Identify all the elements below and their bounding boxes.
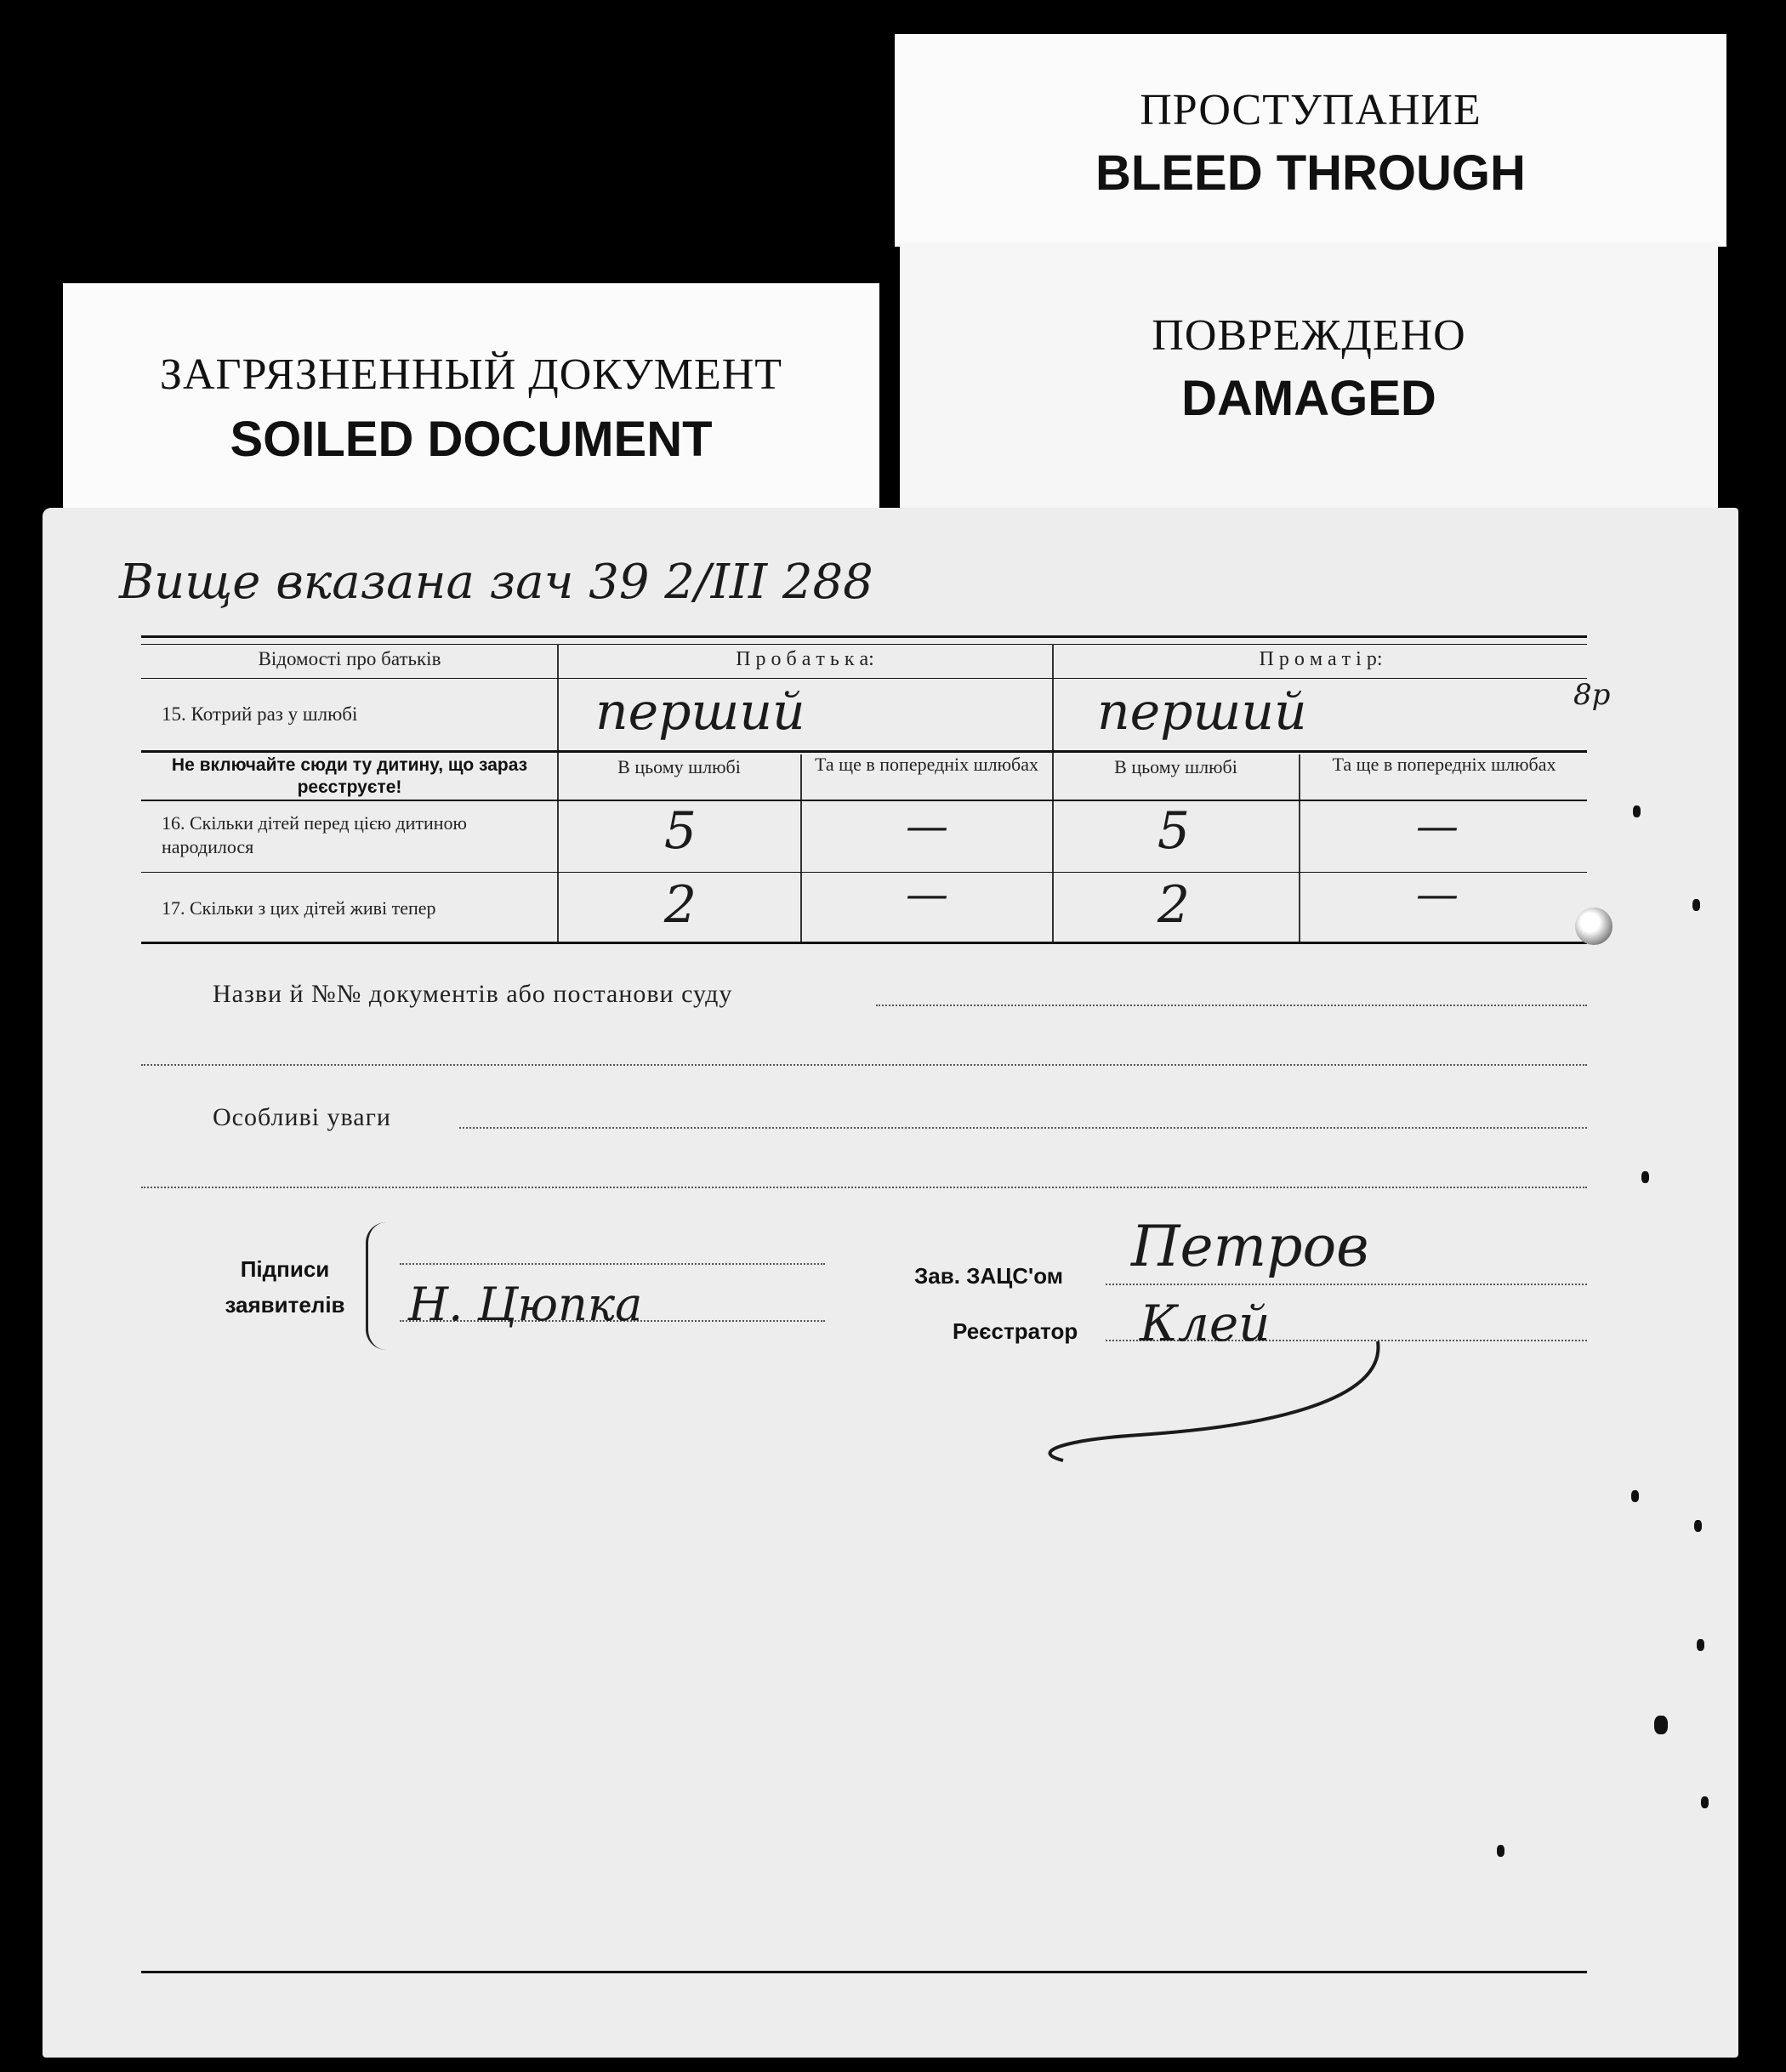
header-about-parents: Відомості про батьків	[258, 648, 441, 669]
margin-speck	[1631, 1490, 1639, 1502]
margin-speck	[1641, 1171, 1649, 1183]
documents-line-2	[141, 1064, 1587, 1066]
row16-mother-this-value: 5	[1157, 801, 1191, 861]
subheader-mother-this-marriage: В цьому шлюбі	[1114, 756, 1237, 777]
row17-label: 17. Скільки з цих дітей живі тепер	[162, 897, 436, 919]
soiled-document-label	[63, 283, 879, 515]
subheader-note: Не включайте сюди ту дитину, що зараз реєструєте!	[171, 755, 528, 797]
row16-father-prev-value: —	[906, 801, 948, 851]
margin-speck	[1694, 1520, 1702, 1532]
registrar-label: Реєстратор	[953, 1318, 1078, 1344]
remarks-line-2	[141, 1187, 1587, 1188]
row16-mother-prev-value: —	[1416, 801, 1459, 851]
subheader-father-previous-marriages: Та ще в попередніх шлюбах	[815, 754, 1038, 775]
col-divider-2	[1052, 644, 1054, 942]
margin-speck	[1697, 1639, 1704, 1651]
head-signature: Петров	[1131, 1214, 1369, 1279]
row17-father-prev-value: —	[906, 869, 948, 919]
bleed-through-ru: ПРОСТУПАНИЕ	[1140, 86, 1482, 134]
head-line	[1106, 1284, 1587, 1285]
margin-speck	[1633, 805, 1641, 817]
remarks-line-1	[459, 1127, 1587, 1129]
applicants-brace	[366, 1222, 389, 1350]
punch-hole	[1575, 908, 1613, 945]
head-label: Зав. ЗАЦС'ом	[914, 1263, 1063, 1289]
margin-speck	[1701, 1796, 1709, 1808]
row15-mother-value: перший	[1097, 682, 1307, 742]
row17-mother-prev-value: —	[1416, 869, 1459, 919]
row17-mother-this-value: 2	[1157, 875, 1191, 935]
header-handwritten-note: Вище вказана зач 39 2/ІІІ 288	[119, 555, 873, 610]
damaged-ru: ПОВРЕЖДЕНО	[1152, 311, 1466, 360]
registrar-signature: Клей	[1140, 1295, 1271, 1352]
header-father: П р о б а т ь к а:	[736, 648, 874, 670]
soiled-document-en: SOILED DOCUMENT	[230, 412, 713, 467]
remarks-label: Особливі уваги	[213, 1103, 391, 1131]
subheader-mother-previous-marriages: Та ще в попередніх шлюбах	[1332, 754, 1556, 775]
row17-father-this-value: 2	[663, 875, 697, 935]
signature-flourish	[1012, 1333, 1420, 1469]
table-top-rule	[141, 635, 1587, 638]
applicants-label-line2: заявителів	[225, 1292, 345, 1318]
margin-speck	[1692, 899, 1700, 911]
header-mother: П р о м а т і р:	[1259, 648, 1383, 670]
header-rule	[141, 678, 1587, 679]
soiled-document-ru: ЗАГРЯЗНЕННЫЙ ДОКУМЕНТ	[159, 350, 783, 399]
table-bottom-rule	[141, 942, 1587, 944]
documents-line-1	[876, 1005, 1587, 1006]
col-divider-4	[1299, 754, 1300, 942]
damaged-en: DAMAGED	[1181, 371, 1436, 426]
col-divider-3	[800, 754, 802, 942]
row15-father-value: перший	[595, 682, 805, 742]
damaged-label	[900, 242, 1718, 515]
bottom-rule	[141, 1971, 1587, 1973]
row16-father-this-value: 5	[663, 801, 697, 861]
subheader-father-this-marriage: В цьому шлюбі	[617, 756, 741, 777]
margin-speck	[1497, 1845, 1504, 1857]
row16-label: 16. Скільки дітей перед цією дитиною народилося	[162, 812, 467, 857]
applicants-label-line1: Підписи	[240, 1256, 330, 1282]
applicant-signature: Н. Цюпка	[408, 1278, 643, 1331]
bleed-through-en: BLEED THROUGH	[1095, 145, 1526, 201]
table-top-rule-thin	[141, 644, 1587, 645]
margin-speck	[1654, 1716, 1668, 1734]
applicant-line-1	[400, 1263, 825, 1265]
document-sheet	[43, 508, 1738, 2058]
bleed-through-label	[895, 34, 1726, 247]
row15-rule	[141, 750, 1587, 753]
documents-label: Назви й №№ документів або постанови суду	[213, 980, 733, 1008]
margin-mark: 8р	[1573, 678, 1611, 712]
row15-label: 15. Котрий раз у шлюбі	[162, 703, 358, 725]
